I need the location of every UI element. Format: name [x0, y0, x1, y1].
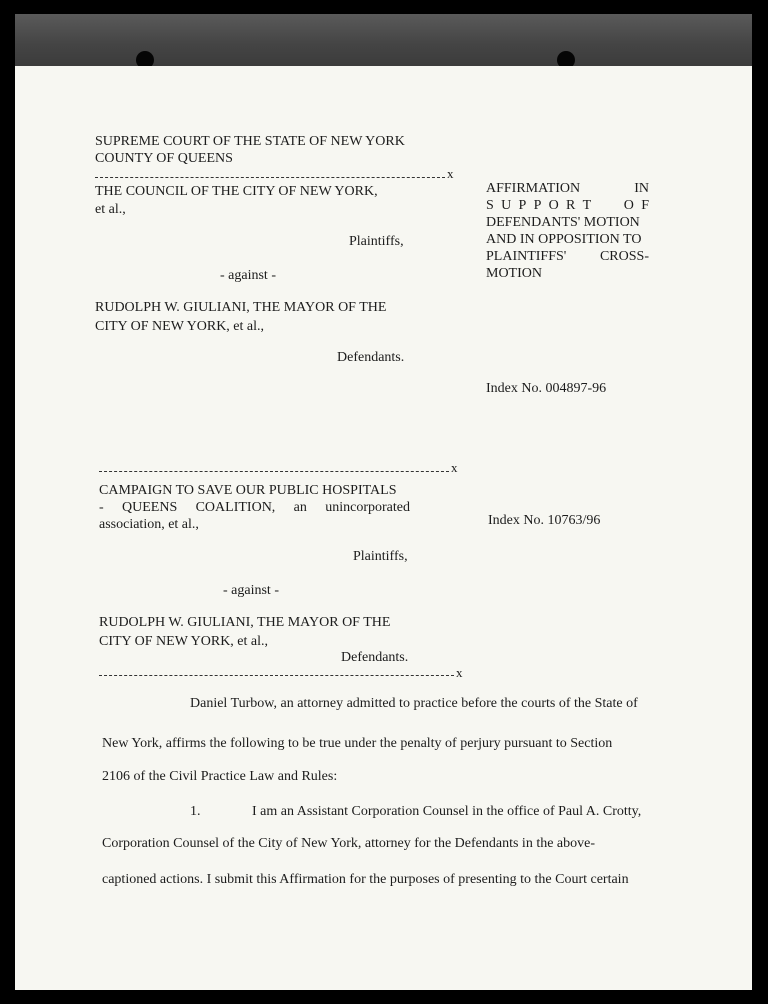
affirmation-title — [486, 180, 649, 282]
case2-defendant-city: CITY OF NEW YORK, et al., — [99, 634, 269, 649]
case1-defendants-label: Defendants. — [337, 350, 405, 365]
body-paragraph-1-line-1: Daniel Turbow, an attorney admitted to practice before the courts of the State of — [190, 696, 638, 711]
court-name: SUPREME COURT OF THE STATE OF NEW YORK — [95, 134, 405, 149]
case2-plaintiffs-label: Plaintiffs, — [353, 549, 408, 564]
case1-plaintiff-etal: et al., — [95, 202, 126, 217]
case1-defendant-city: CITY OF NEW YORK, et al., — [95, 319, 265, 334]
title-line-3: DEFENDANTS' MOTION — [486, 215, 640, 230]
case1-plaintiff-name: THE COUNCIL OF THE CITY OF NEW YORK, — [95, 184, 378, 199]
case2-plaintiff-name: CAMPAIGN TO SAVE OUR PUBLIC HOSPITALS — [99, 483, 397, 498]
body-paragraph-1-line-2: New York, affirms the following to be true under the penalty of perjury pursuant to Section — [102, 736, 613, 751]
title-line-5: PLAINTIFFS' CROSS- — [486, 249, 649, 264]
title-line-1: AFFIRMATION IN — [486, 181, 649, 196]
case2-plaintiff-association: association, et al., — [99, 517, 199, 532]
court-county: COUNTY OF QUEENS — [95, 151, 233, 166]
case2-against: - against - — [223, 583, 279, 598]
case1-defendant-name: RUDOLPH W. GIULIANI, THE MAYOR OF THE — [95, 300, 387, 315]
document-page — [15, 66, 752, 990]
case2-plaintiff-coalition: - QUEENS COALITION, an unincorporated — [99, 500, 410, 515]
caption-rule-marker: x — [451, 460, 458, 475]
case2-index-number: Index No. 10763/96 — [488, 513, 601, 528]
title-line-2: S U P P O R T O F — [486, 198, 649, 213]
case1-index-number: Index No. 004897-96 — [486, 381, 607, 396]
caption-rule-middle — [99, 461, 449, 472]
binder-clip-bar — [15, 14, 752, 66]
caption-rule-bottom — [99, 665, 454, 676]
caption-rule-top — [95, 167, 445, 178]
case1-against: - against - — [220, 268, 276, 283]
paragraph-number: 1. — [190, 804, 201, 819]
case1-plaintiffs-label: Plaintiffs, — [349, 234, 404, 249]
case2-defendants-label: Defendants. — [341, 650, 409, 665]
body-paragraph-2-line-2: Corporation Counsel of the City of New York, attorney for the Defendants in the above- — [102, 836, 596, 851]
body-paragraph-2-line-1: I am an Assistant Corporation Counsel in the office of Paul A. Crotty, — [252, 804, 642, 819]
body-paragraph-2-line-3: captioned actions. I submit this Affirmation for the purposes of presenting to the Court certain — [102, 872, 629, 887]
title-line-4: AND IN OPPOSITION TO — [486, 232, 642, 247]
caption-rule-marker: x — [447, 166, 454, 181]
body-paragraph-1-line-3: 2106 of the Civil Practice Law and Rules: — [102, 769, 338, 784]
title-line-6: MOTION — [486, 266, 542, 281]
caption-rule-marker: x — [456, 665, 463, 680]
case2-defendant-name: RUDOLPH W. GIULIANI, THE MAYOR OF THE — [99, 615, 391, 630]
